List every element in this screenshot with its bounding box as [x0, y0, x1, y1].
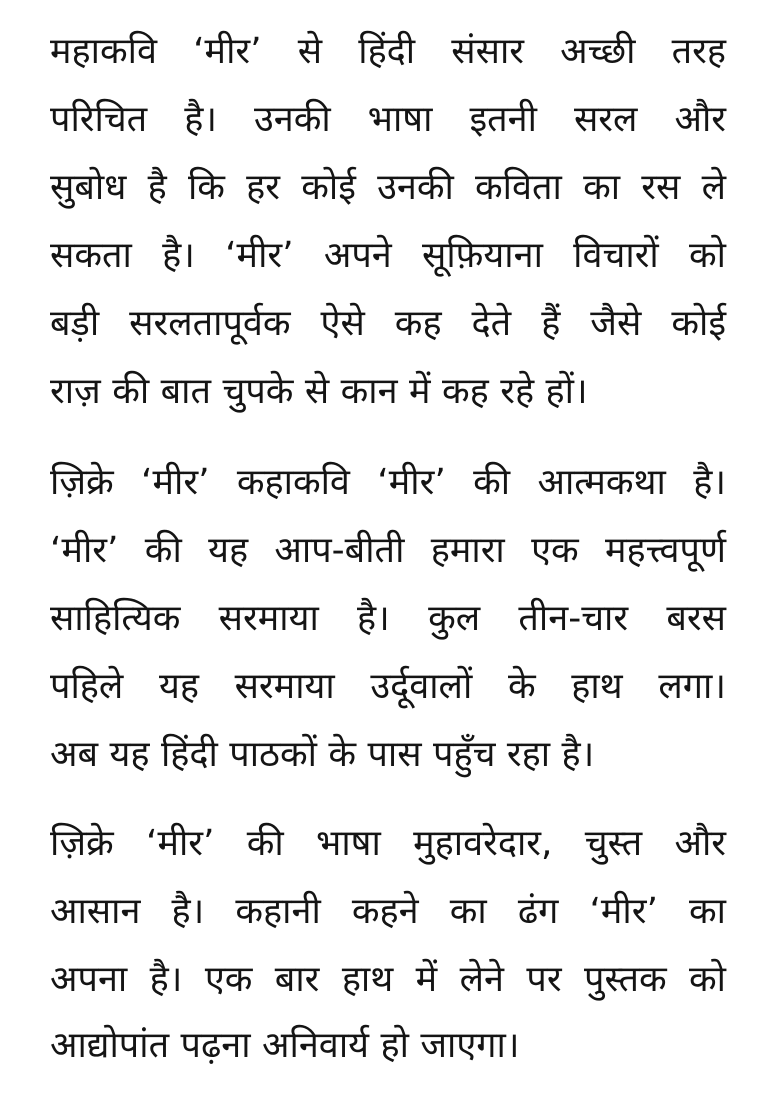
- text-line: बड़ी सरलतापूर्वक ऐसे कह देते हैं जैसे कोई: [50, 303, 726, 344]
- text-line: आद्योपांत पढ़ना अनिवार्य हो जाएगा।: [50, 1025, 520, 1066]
- text-line: ‘मीर’ की यह आप-बीती हमारा एक महत्त्वपूर्ण: [50, 530, 726, 571]
- text-line: ज़िक्रे ‘मीर’ की भाषा मुहावरेदार, चुस्त और: [50, 823, 726, 864]
- text-line: सुबोध है कि हर कोई उनकी कविता का रस ले: [50, 167, 726, 208]
- text-line: अपना है। एक बार हाथ में लेने पर पुस्तक को: [50, 959, 726, 1000]
- text-line: परिचित है। उनकी भाषा इतनी सरल और: [50, 99, 726, 140]
- text-line: सकता है। ‘मीर’ अपने सूफ़ियाना विचारों को: [50, 235, 726, 276]
- text-line: साहित्यिक सरमाया है। कुल तीन-चार बरस: [50, 598, 726, 639]
- text-line: राज़ की बात चुपके से कान में कह रहे हों।: [50, 371, 588, 412]
- text-line: महाकवि ‘मीर’ से हिंदी संसार अच्छी तरह: [50, 31, 726, 72]
- text-line: आसान है। कहानी कहने का ढंग ‘मीर’ का: [50, 891, 726, 932]
- text-line: पहिले यह सरमाया उर्दूवालों के हाथ लगा।: [50, 666, 726, 707]
- text-line: ज़िक्रे ‘मीर’ कहाकवि ‘मीर’ की आत्मकथा है।: [50, 462, 726, 503]
- text-line: अब यह हिंदी पाठकों के पास पहुँच रहा है।: [50, 734, 595, 775]
